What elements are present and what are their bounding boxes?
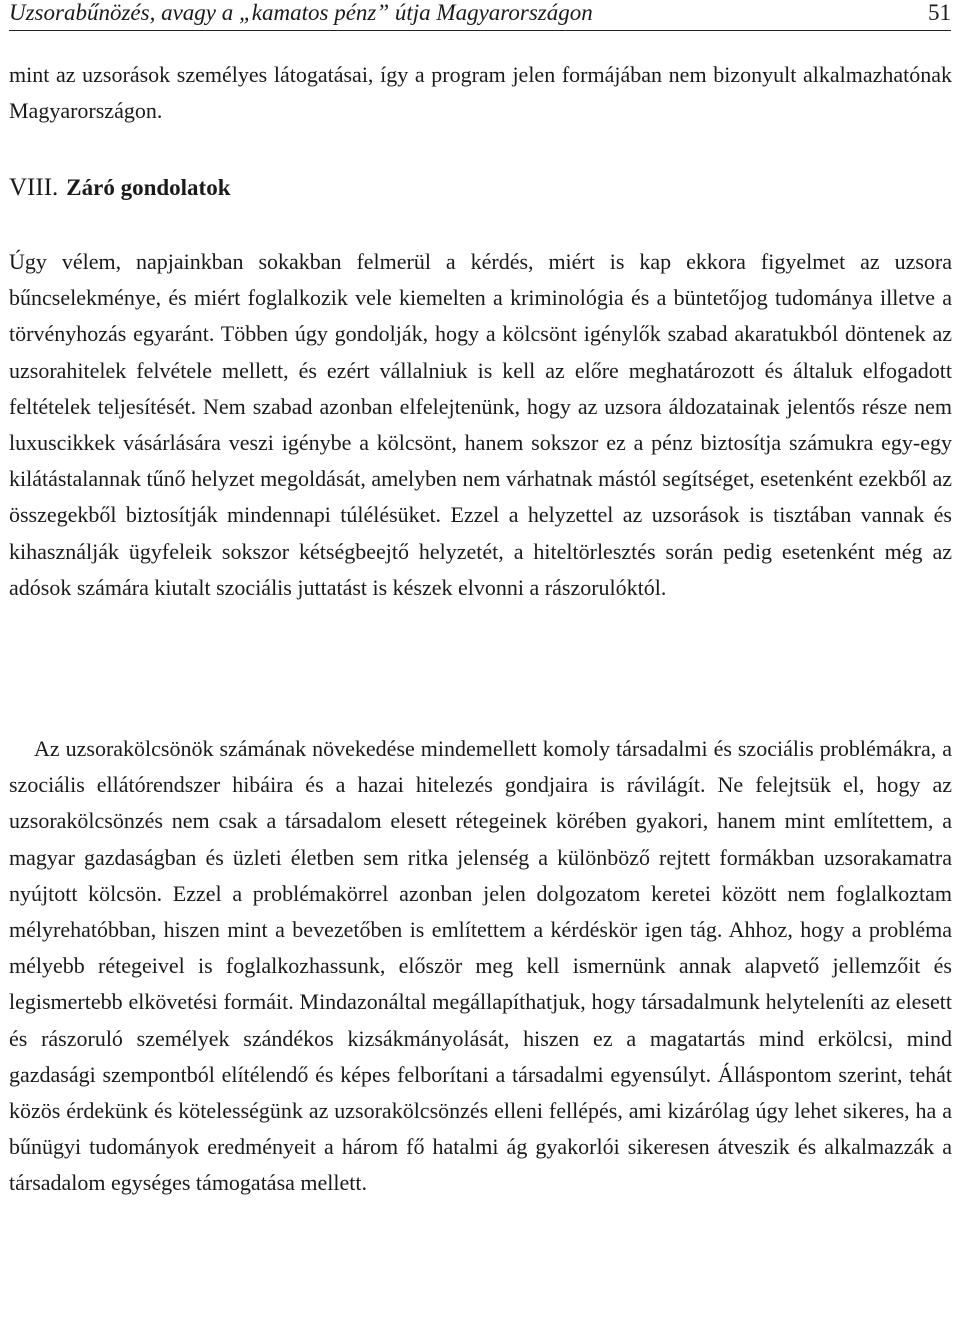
paragraph-2: Az uzsorakölcsönök számának növekedése mindemellett komoly társadalmi és szociális problémákra, a szociális ellátórendszer hibáira és a hazai hitelezés gondjaira is rávilágít. Ne felejtsük el, hogy az uzsorakölcsönzés nem csak a társadalom elesett rétegeinek körében gyakori, hanem mint említettem, a magyar gazdaságban és üzleti életben sem ritka jelenség a különböző rejtett formákban uzsorakamatra nyújtott kölcsön. Ezzel a problémakörrel azonban jelen dolgozatom keretei között nem foglalkoztam mélyrehatóbban, hiszen mint a bevezetőben is említettem a kérdéskör igen tág. Ahhoz, hogy a probléma mélyebb rétegeivel is foglalkozhassunk, először meg kell ismernünk annak alapvető jellemzőit és legismertebb elkövetési formáit. Mindazonáltal megállapíthatjuk, hogy társadalmunk helyteleníti az elesett és rászoruló személyek szándékos kizsákmányolását, hiszen ez a magatartás mind erkölcsi, mind gazdasági szempontból elítélendő és képes felborítani a társadalmi egyensúlyt. Álláspontom szerint, tehát közös érdekünk és kötelességünk az uzsorakölcsönzés elleni fellépés, ami kizárólag úgy lehet sikeres, ha a bűnügyi tudományok eredményeit a három fő hatalmi ág gyakorlói sikeresen átveszik és alkalmazzák a társadalom egységes támogatása mellett. <box>9 736 952 1196</box>
section-title: Záró gondolatok <box>66 175 231 200</box>
section-number: VIII. <box>9 174 59 201</box>
running-header <box>9 0 951 31</box>
paragraph-continued: mint az uzsorások személyes látogatásai, így a program jelen formájában nem bizonyult alkalmazhatónak Magyarországon. <box>9 62 952 124</box>
page-number: 51 <box>928 0 951 25</box>
section-heading <box>9 170 231 206</box>
running-header-title: Uzsorabűnözés, avagy a „kamatos pénz” útja Magyarországon <box>9 0 593 25</box>
paragraph-1: Úgy vélem, napjainkban sokakban felmerül a kérdés, miért is kap ekkora figyelmet az uzsora bűncselekménye, és miért foglalkozik vele kiemelten a kriminológia és a büntetőjog tudománya illetve a törvényhozás egyaránt. Többen úgy gondolják, hogy a kölcsönt igénylők szabad akaratukból döntenek az uzsorahitelek felvétele mellett, és ezért vállalniuk is kell az előre meghatározott és általuk elfogadott feltételek teljesítését. Nem szabad azonban elfelejtenünk, hogy az uzsora áldozatainak jelentős része nem luxuscikkek vásárlására veszi igénybe a kölcsönt, hanem sokszor ez a pénz biztosítja számukra egy-egy kilátástalannak tűnő helyzet megoldását, amelyben nem várhatnak mástól segítséget, esetenként ezekből az összegekből biztosítják mindennapi túlélésüket. Ezzel a helyzettel az uzsorások is tisztában vannak és kihasználják ügyfeleik sokszor kétségbeejtő helyzetét, a hiteltörlesztés során pedig esetenként még az adósok számára kiutalt szociális juttatást is készek elvonni a rászorulóktól. <box>9 249 952 600</box>
